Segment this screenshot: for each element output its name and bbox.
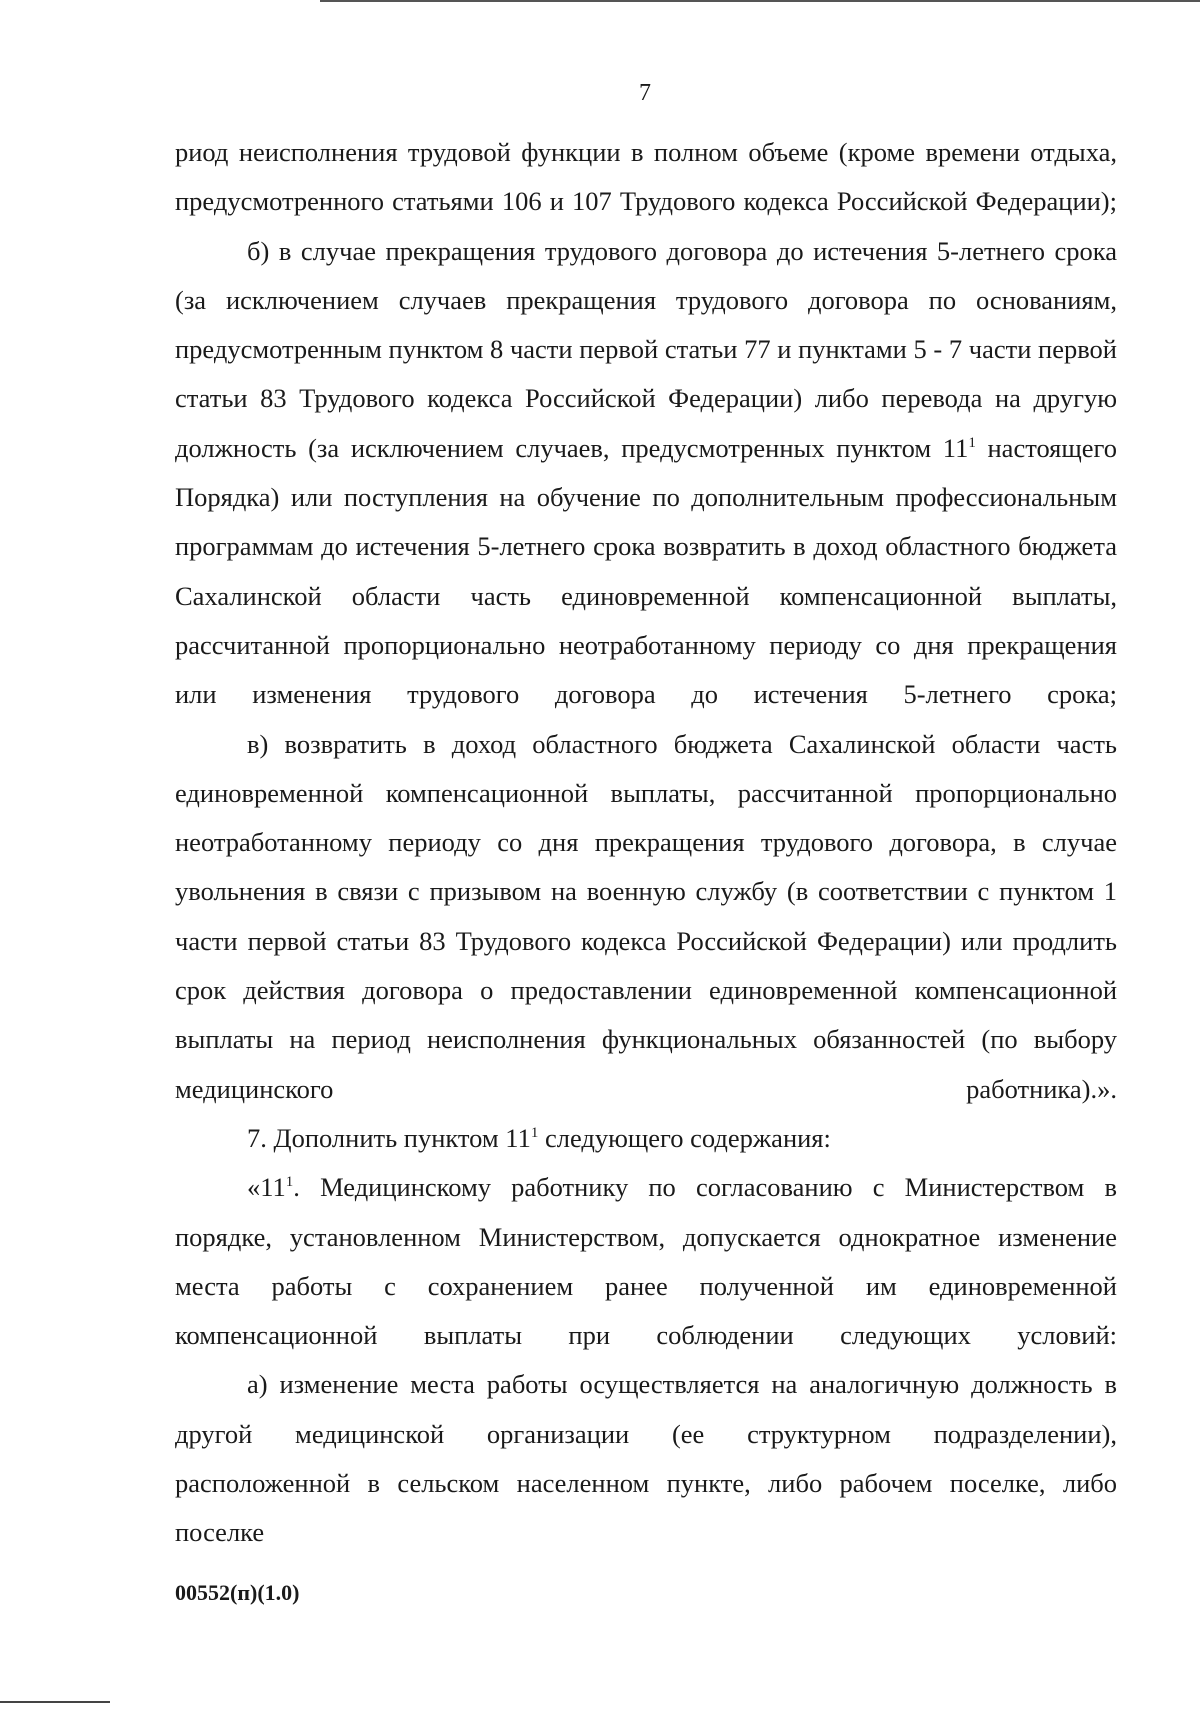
paragraph-text: в) возвратить в доход областного бюджета Сахалинской области часть единовременной компенсационной выплаты, рассчитанной пропорционально неотработанному периоду со дня прекращения трудового договора, в случае увольнения в связи с призывом на военную службу (в соответствии с пунктом 1 части первой статьи 83 Трудового кодекса Российской Федерации) или продлить срок действия договора о предоставлении единовременной компенсационной выплаты на период неисполнения функциональных обязанностей (по выбору медицинского работника).». (175, 728, 1117, 1104)
paragraph-continuation (175, 128, 1117, 227)
paragraph-text: а) изменение места работы осуществляется на аналогичную должность в другой медицинской организации (ее структурном подразделении), расположенной в сельском населенном пункте, либо рабочем поселке, либо поселке (175, 1369, 1117, 1548)
paragraph-text: настоящего Порядка) или поступления на обучение по дополнительным профессиональным программам до истечения 5-летнего срока возвратить в доход областного бюджета Сахалинской области часть единовременной компенсационной выплаты, рассчитанной пропорционально неотработанному периоду со дня прекращения или изменения трудового договора до истечения 5-летнего срока; (175, 432, 1118, 710)
paragraph-v (175, 720, 1117, 1114)
paragraph-a (175, 1360, 1117, 1557)
superscript: 1 (968, 434, 976, 451)
document-code: 00552(п)(1.0) (175, 1580, 300, 1605)
paragraph-item-7 (175, 1114, 1117, 1163)
paragraph-text: . Медицинскому работнику по согласованию с Министерством в порядке, установленном Министерством, допускается однократное изменение места работы с сохранением ранее полученной им единовременной компенсационной выплаты при соблюдении следующих условий: (175, 1172, 1117, 1351)
superscript: 1 (530, 1125, 539, 1142)
paragraph-text: следующего содержания: (538, 1122, 831, 1153)
paragraph-b (175, 227, 1117, 720)
paragraph-11-1 (175, 1163, 1117, 1360)
superscript: 1 (285, 1174, 294, 1191)
paragraph-text: б) в случае прекращения трудового договора до истечения 5-летнего срока (за исключением случаев прекращения трудового договора по основаниям, предусмотренным пунктом 8 части первой статьи 77 и пунктами 5 - 7 части первой статьи 83 Трудового кодекса Российской Федерации) либо перевода на другую должность (за исключением случаев, предусмотренных пунктом 11 (175, 235, 1117, 463)
document-body (175, 128, 1117, 1558)
paragraph-text: «11 (247, 1172, 286, 1203)
bottom-border-line (0, 1701, 110, 1703)
paragraph-text: риод неисполнения трудовой функции в полном объеме (кроме времени отдыха, предусмотренного статьями 106 и 107 Трудового кодекса Российской Федерации); (175, 137, 1117, 217)
page-number: 7 (639, 80, 651, 106)
top-border-line (320, 0, 1200, 2)
paragraph-text: 7. Дополнить пунктом 11 (247, 1122, 531, 1153)
